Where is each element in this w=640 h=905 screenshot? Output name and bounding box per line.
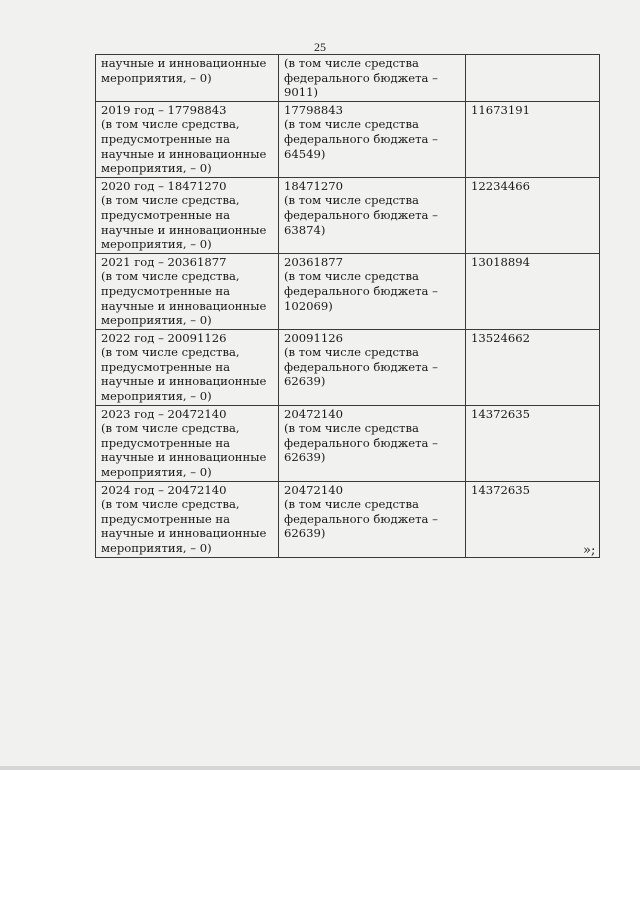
cell-line: 9011) <box>284 85 319 100</box>
cell-line: предусмотренные на <box>101 131 231 146</box>
cell-line: 20361877 <box>284 254 344 269</box>
federal-cell <box>279 55 466 102</box>
closing-quote-mark: »; <box>583 543 596 558</box>
other-cell <box>466 101 600 177</box>
other-cell <box>466 329 600 405</box>
cell-line: (в том числе средства <box>284 117 419 132</box>
cell-line: 62639) <box>284 526 326 541</box>
cell-line: 14372635 <box>471 406 531 421</box>
cell-line: мероприятия, – 0) <box>101 389 212 404</box>
federal-cell <box>279 481 466 557</box>
cell-line: 12234466 <box>471 178 531 193</box>
cell-line: (в том числе средства <box>284 269 419 284</box>
other-cell <box>466 481 600 557</box>
cell-line: научные и инновационные <box>101 146 267 161</box>
total-cell <box>96 177 279 253</box>
cell-line: предусмотренные на <box>101 435 231 450</box>
total-cell <box>96 55 279 102</box>
cell-line: (в том числе средства, <box>101 269 240 284</box>
federal-cell <box>279 177 466 253</box>
cell-line: федерального бюджета – <box>284 511 438 526</box>
cell-line: (в том числе средства <box>284 56 419 70</box>
cell-line: научные и инновационные <box>101 526 267 541</box>
cell-line: 64549) <box>284 146 326 161</box>
total-cell <box>96 253 279 329</box>
cell-line: 62639) <box>284 450 326 465</box>
table-row <box>96 405 600 481</box>
cell-line: предусмотренные на <box>101 359 231 374</box>
cell-line: 20472140 <box>284 482 344 497</box>
cell-line: мероприятия, – 0) <box>101 237 212 252</box>
cell-line: 2024 год – 20472140 <box>101 482 227 497</box>
federal-cell <box>279 101 466 177</box>
federal-cell <box>279 405 466 481</box>
table-row <box>96 101 600 177</box>
total-cell <box>96 101 279 177</box>
cell-line: предусмотренные на <box>101 207 231 222</box>
cell-line: 13018894 <box>471 254 531 269</box>
total-cell <box>96 481 279 557</box>
cell-line: 2023 год – 20472140 <box>101 406 227 421</box>
cell-line: предусмотренные на <box>101 283 231 298</box>
cell-line: мероприятия, – 0) <box>101 313 212 328</box>
table-row <box>96 55 600 102</box>
cell-line: федерального бюджета – <box>284 283 438 298</box>
cell-line: мероприятия, – 0) <box>101 541 212 555</box>
cell-line: 20091126 <box>284 330 344 345</box>
table-row <box>96 253 600 329</box>
total-cell <box>96 329 279 405</box>
cell-line: федерального бюджета – <box>284 435 438 450</box>
cell-line: (в том числе средства, <box>101 345 240 360</box>
cell-line: научные и инновационные <box>101 222 267 237</box>
federal-cell <box>279 329 466 405</box>
cell-line: мероприятия, – 0) <box>101 161 212 176</box>
cell-line: 17798843 <box>284 102 344 117</box>
cell-line: научные и инновационные <box>101 450 267 465</box>
cell-line: (в том числе средства, <box>101 117 240 132</box>
table-row <box>96 481 600 557</box>
table-row <box>96 329 600 405</box>
sheet-edge-shadow <box>0 766 640 770</box>
other-cell <box>466 253 600 329</box>
cell-line: научные и инновационные <box>101 374 267 389</box>
cell-line: мероприятия, – 0) <box>101 70 212 85</box>
cell-line: 20472140 <box>284 406 344 421</box>
cell-line: научные и инновационные <box>101 56 267 70</box>
cell-line: 14372635 <box>471 482 531 497</box>
other-cell <box>466 55 600 102</box>
cell-line: (в том числе средства <box>284 193 419 208</box>
cell-line: 2022 год – 20091126 <box>101 330 227 345</box>
other-cell <box>466 177 600 253</box>
cell-line: 63874) <box>284 222 326 237</box>
cell-line: (в том числе средства, <box>101 421 240 436</box>
cell-line: федерального бюджета – <box>284 131 438 146</box>
cell-line: 2021 год – 20361877 <box>101 254 227 269</box>
cell-line: предусмотренные на <box>101 511 231 526</box>
budget-table-body <box>96 55 600 558</box>
cell-line: (в том числе средства, <box>101 193 240 208</box>
cell-line: 18471270 <box>284 178 344 193</box>
cell-line: 13524662 <box>471 330 531 345</box>
cell-line: 62639) <box>284 374 326 389</box>
cell-line: 11673191 <box>471 102 531 117</box>
cell-line: федерального бюджета – <box>284 70 438 85</box>
cell-line: федерального бюджета – <box>284 359 438 374</box>
cell-line: федерального бюджета – <box>284 207 438 222</box>
cell-line: 102069) <box>284 298 333 313</box>
cell-line: (в том числе средства <box>284 345 419 360</box>
page-number: 25 <box>314 40 326 54</box>
cell-line: (в том числе средства, <box>101 497 240 512</box>
table-row <box>96 177 600 253</box>
budget-table <box>95 54 600 558</box>
cell-line: (в том числе средства <box>284 421 419 436</box>
cell-line: 2019 год – 17798843 <box>101 102 227 117</box>
total-cell <box>96 405 279 481</box>
cell-line: (в том числе средства <box>284 497 419 512</box>
cell-line: 2020 год – 18471270 <box>101 178 227 193</box>
cell-line: научные и инновационные <box>101 298 267 313</box>
federal-cell <box>279 253 466 329</box>
other-cell <box>466 405 600 481</box>
cell-line: мероприятия, – 0) <box>101 465 212 480</box>
